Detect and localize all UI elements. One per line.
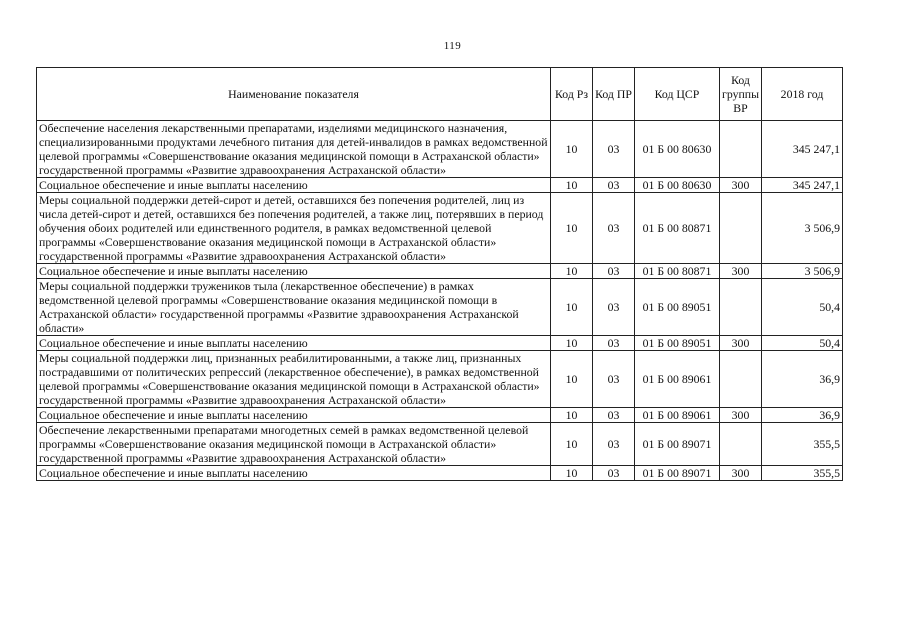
row-pr: 03: [593, 408, 635, 423]
row-rz: 10: [551, 279, 593, 336]
row-csr: 01 Б 00 80871: [635, 193, 720, 264]
row-rz: 10: [551, 466, 593, 481]
row-vr: [720, 423, 762, 466]
table-row: [37, 466, 843, 481]
row-amount: 3 506,9: [762, 264, 843, 279]
row-amount: 345 247,1: [762, 178, 843, 193]
row-vr: 300: [720, 408, 762, 423]
row-vr: [720, 193, 762, 264]
header-pr: Код ПР: [593, 68, 635, 121]
row-pr: 03: [593, 336, 635, 351]
row-vr: [720, 121, 762, 178]
row-vr: [720, 279, 762, 336]
row-rz: 10: [551, 121, 593, 178]
row-name: Социальное обеспечение и иные выплаты населению: [37, 408, 551, 423]
row-vr: 300: [720, 336, 762, 351]
row-rz: 10: [551, 336, 593, 351]
header-vr: Код группы ВР: [720, 68, 762, 121]
header-rz: Код Рз: [551, 68, 593, 121]
row-pr: 03: [593, 264, 635, 279]
row-csr: 01 Б 00 89071: [635, 466, 720, 481]
table-row: [37, 121, 843, 178]
row-name: Меры социальной поддержки тружеников тыла (лекарственное обеспечение) в рамках ведомственной целевой программы «Совершенствование оказания медицинской помощи в Астраханской области» государственной программы «Развитие здравоохранения Астраханской области»: [37, 279, 551, 336]
row-csr: 01 Б 00 89051: [635, 279, 720, 336]
row-name: Меры социальной поддержки детей-сирот и детей, оставшихся без попечения родителей, лиц из числа детей-сирот и детей, оставшихся без попечения родителей, а также лиц, потерявших в период обучения обоих родителей или единственного родителя, в рамках ведомственной целевой программы «Совершенствование оказания медицинской помощи в Астраханской области» государственной программы «Развитие здравоохранения Астраханской области»: [37, 193, 551, 264]
row-amount: 355,5: [762, 466, 843, 481]
row-csr: 01 Б 00 89051: [635, 336, 720, 351]
page-number: 119: [443, 40, 462, 52]
row-pr: 03: [593, 423, 635, 466]
row-name: Обеспечение лекарственными препаратами многодетных семей в рамках ведомственной целевой программы «Совершенствование оказания медицинской помощи в Астраханской области» государственной программы «Развитие здравоохранения Астраханской области»: [37, 423, 551, 466]
row-pr: 03: [593, 279, 635, 336]
row-name: Социальное обеспечение и иные выплаты населению: [37, 264, 551, 279]
table-row: [37, 264, 843, 279]
row-vr: [720, 351, 762, 408]
table-row: [37, 336, 843, 351]
row-name: Обеспечение населения лекарственными препаратами, изделиями медицинского назначения, специализированными продуктами лечебного питания для детей-инвалидов в рамках ведомственной целевой программы «Совершенствование оказания медицинской помощи в Астраханской области» государственной программы «Развитие здравоохранения Астраханской области»: [37, 121, 551, 178]
row-rz: 10: [551, 264, 593, 279]
row-rz: 10: [551, 178, 593, 193]
row-pr: 03: [593, 351, 635, 408]
header-csr: Код ЦСР: [635, 68, 720, 121]
table-row: [37, 423, 843, 466]
table-row: [37, 408, 843, 423]
table-row: [37, 193, 843, 264]
row-name: Социальное обеспечение и иные выплаты населению: [37, 466, 551, 481]
row-name: Социальное обеспечение и иные выплаты населению: [37, 336, 551, 351]
row-pr: 03: [593, 466, 635, 481]
row-rz: 10: [551, 193, 593, 264]
row-amount: 345 247,1: [762, 121, 843, 178]
row-csr: 01 Б 00 89071: [635, 423, 720, 466]
row-amount: 50,4: [762, 336, 843, 351]
row-csr: 01 Б 00 80630: [635, 178, 720, 193]
row-pr: 03: [593, 178, 635, 193]
header-name: Наименование показателя: [37, 68, 551, 121]
row-csr: 01 Б 00 80871: [635, 264, 720, 279]
row-amount: 50,4: [762, 279, 843, 336]
row-amount: 355,5: [762, 423, 843, 466]
row-amount: 36,9: [762, 351, 843, 408]
row-vr: 300: [720, 264, 762, 279]
row-name: Меры социальной поддержки лиц, признанных реабилитированными, а также лиц, признанных пострадавшими от политических репрессий (лекарственное обеспечение), в рамках ведомственной целевой программы «Совершенствование оказания медицинской помощи в Астраханской области» государственной программы «Развитие здравоохранения Астраханской области»: [37, 351, 551, 408]
row-pr: 03: [593, 193, 635, 264]
row-vr: 300: [720, 178, 762, 193]
header-year: 2018 год: [762, 68, 843, 121]
table-row: [37, 279, 843, 336]
table-row: [37, 178, 843, 193]
row-amount: 36,9: [762, 408, 843, 423]
row-csr: 01 Б 00 80630: [635, 121, 720, 178]
budget-table: [36, 67, 843, 481]
row-csr: 01 Б 00 89061: [635, 408, 720, 423]
row-csr: 01 Б 00 89061: [635, 351, 720, 408]
row-pr: 03: [593, 121, 635, 178]
row-name: Социальное обеспечение и иные выплаты населению: [37, 178, 551, 193]
row-amount: 3 506,9: [762, 193, 843, 264]
row-vr: 300: [720, 466, 762, 481]
table-header-row: [37, 68, 843, 121]
table-row: [37, 351, 843, 408]
row-rz: 10: [551, 408, 593, 423]
row-rz: 10: [551, 351, 593, 408]
row-rz: 10: [551, 423, 593, 466]
